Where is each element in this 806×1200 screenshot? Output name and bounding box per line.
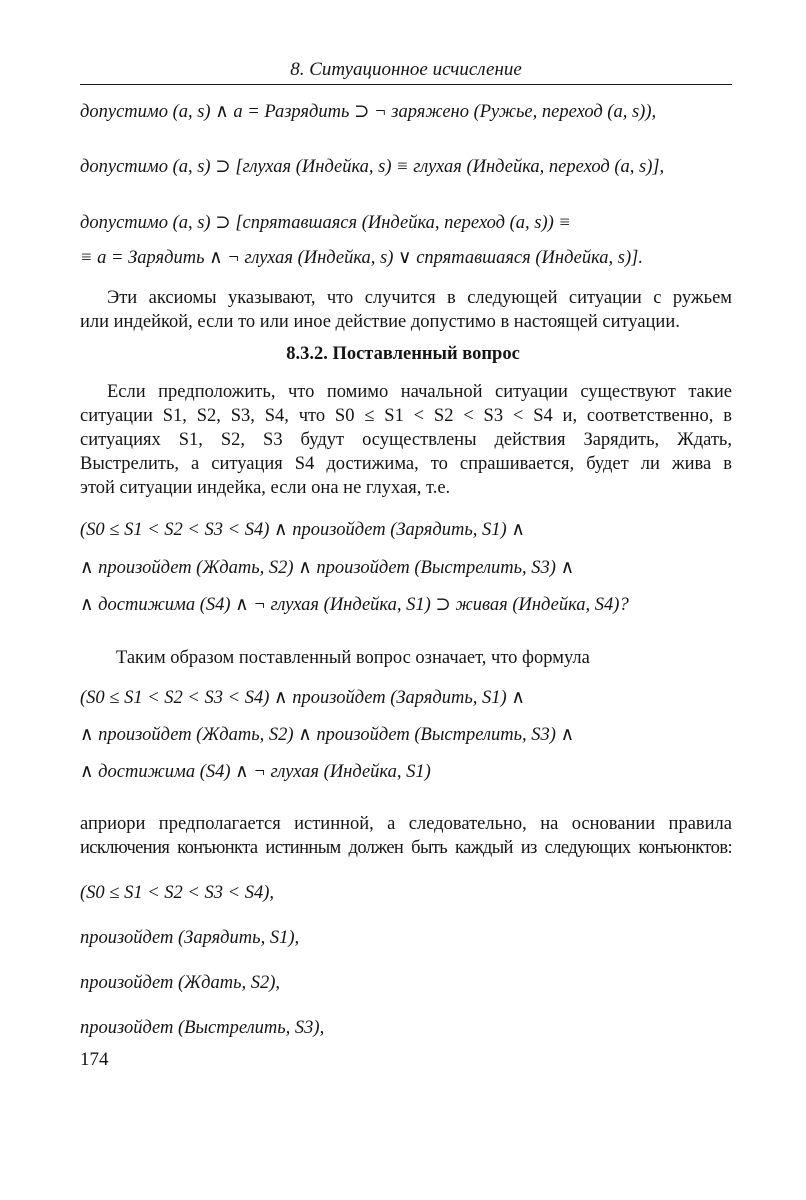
formula-line: (S0 ≤ S1 < S2 < S3 < S4) ∧ произойдет (Зарядить, S1) ∧ <box>80 520 525 540</box>
text-line: ситуациях S1, S2, S3 будут осуществлены действия Зарядить, Ждать, <box>80 430 732 450</box>
text-line: Если предположить, что помимо начальной ситуации существуют такие <box>107 382 732 402</box>
section-heading: 8.3.2. Поставленный вопрос <box>286 344 520 364</box>
formula-line: ∧ достижима (S4) ∧ ¬ глухая (Индейка, S1) <box>80 762 431 782</box>
text-line: этой ситуации индейка, если она не глухая, т.е. <box>80 478 451 498</box>
formula-line: допустимо (a, s) ⊃ [спрятавшаяся (Индейка, переход (a, s)) ≡ <box>80 213 571 233</box>
header-rule <box>80 84 732 85</box>
page-number: 174 <box>80 1049 109 1070</box>
paragraph-axioms <box>80 286 732 334</box>
paragraph-question <box>80 380 732 500</box>
text-line: исключения конъюнкта истинным должен быть каждый из следующих конъюнктов: <box>80 838 732 858</box>
formula-line: ∧ произойдет (Ждать, S2) ∧ произойдет (Выстрелить, S3) ∧ <box>80 558 575 578</box>
conjunct-line: произойдет (Ждать, S2), <box>80 973 281 993</box>
conjunct-line: произойдет (Зарядить, S1), <box>80 928 300 948</box>
formula-line: ∧ произойдет (Ждать, S2) ∧ произойдет (Выстрелить, S3) ∧ <box>80 725 575 745</box>
text-line: Выстрелить, а ситуация S4 достижима, то спрашивается, будет ли жива в <box>80 454 732 474</box>
text-line: априори предполагается истинной, а следовательно, на основании правила <box>80 814 732 834</box>
conjunct-line: (S0 ≤ S1 < S2 < S3 < S4), <box>80 883 275 903</box>
formula-line: допустимо (a, s) ⊃ [глухая (Индейка, s) ≡ глухая (Индейка, переход (a, s)], <box>80 157 665 177</box>
running-head: 8. Ситуационное исчисление <box>290 59 522 80</box>
conjunct-line: произойдет (Выстрелить, S3), <box>80 1018 325 1038</box>
formula-line: допустимо (a, s) ∧ a = Разрядить ⊃ ¬ заряжено (Ружье, переход (a, s)), <box>80 102 657 122</box>
formula-line: (S0 ≤ S1 < S2 < S3 < S4) ∧ произойдет (Зарядить, S1) ∧ <box>80 688 525 708</box>
text-line: ситуации S1, S2, S3, S4, что S0 ≤ S1 < S2 < S3 < S4 и, соответственно, в <box>80 406 732 426</box>
paragraph-apriori <box>80 812 732 860</box>
text-line: или индейкой, если то или иное действие допустимо в настоящей ситуации. <box>80 312 680 332</box>
formula-line: ≡ a = Зарядить ∧ ¬ глухая (Индейка, s) ∨ спрятавшаяся (Индейка, s)]. <box>80 248 643 268</box>
text-line: Эти аксиомы указывают, что случится в следующей ситуации с ружьем <box>107 288 732 308</box>
formula-line: ∧ достижима (S4) ∧ ¬ глухая (Индейка, S1) ⊃ живая (Индейка, S4)? <box>80 595 629 615</box>
paragraph-thus: Таким образом поставленный вопрос означает, что формула <box>116 648 590 668</box>
